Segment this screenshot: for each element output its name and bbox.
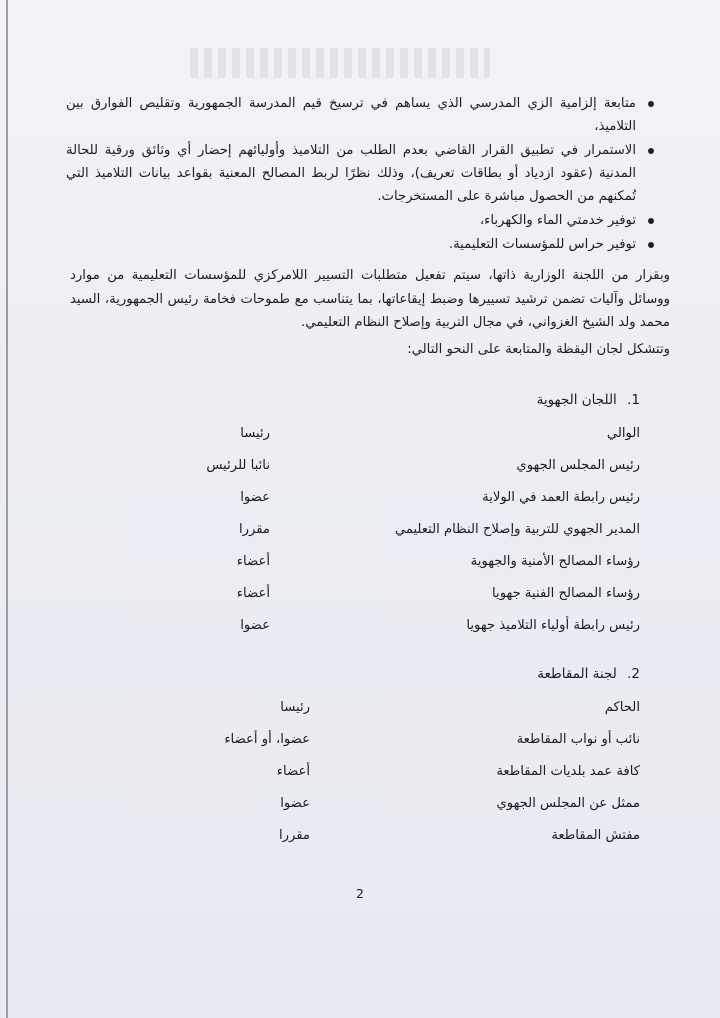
- member-title: ممثل عن المجلس الجهوي: [496, 796, 640, 811]
- scan-edge: [6, 0, 8, 1018]
- member-title: رئيس رابطة العمد في الولاية: [482, 490, 640, 505]
- member-row: [80, 828, 640, 850]
- member-title: مفتش المقاطعة: [551, 828, 640, 843]
- member-title: رئيس المجلس الجهوي: [516, 458, 640, 473]
- committee-number: 2.: [627, 666, 640, 682]
- member-title: رئيس رابطة أولياء التلاميذ جهويا: [466, 618, 640, 633]
- member-role: عضوا، أو أعضاء: [224, 732, 310, 747]
- page-number: 2: [356, 886, 364, 901]
- member-title: نائب أو نواب المقاطعة: [516, 732, 640, 747]
- member-role: عضوا: [240, 490, 270, 505]
- member-role: مقررا: [238, 522, 270, 537]
- member-row: [80, 732, 640, 754]
- member-row: [80, 764, 640, 786]
- member-role: أعضاء: [236, 554, 270, 569]
- member-role: رئيسا: [280, 700, 310, 715]
- member-row: [80, 586, 640, 608]
- member-role: نائبا للرئيس: [206, 458, 270, 473]
- bullet-item: توفير حراس للمؤسسات التعليمية.: [66, 233, 656, 256]
- intro-line: وتتشكل لجان اليقظة والمتابعة على النحو التالي:: [407, 342, 670, 357]
- member-role: أعضاء: [276, 764, 310, 779]
- bleed-through-text: [190, 48, 490, 78]
- member-role: عضوا: [280, 796, 310, 811]
- bullet-item: الاستمرار في تطبيق القرار القاضي بعدم الطلب من التلاميذ وأوليائهم إحضار أي وثائق ورقية للحالة المدنية (عقود ازدياد أو بطاقات تعريف)، وذلك نظرًا لربط المصالح المعنية بقواعد بيانات التلاميذ التي تُمكنهم من الحصول مباشرة على المستخرجات.: [66, 139, 656, 208]
- bullet-list: [66, 92, 656, 257]
- committee-title: اللجان الجهوية: [536, 392, 617, 408]
- member-row: [80, 426, 640, 448]
- member-title: الوالي: [606, 426, 640, 441]
- member-role: رئيسا: [240, 426, 270, 441]
- member-title: المدير الجهوي للتربية وإصلاح النظام التعليمي: [394, 522, 640, 537]
- member-role: أعضاء: [236, 586, 270, 601]
- member-row: [80, 618, 640, 640]
- committee-heading: [537, 666, 640, 682]
- member-title: الحاكم: [604, 700, 640, 715]
- member-role: مقررا: [278, 828, 310, 843]
- member-title: رؤساء المصالح الفنية جهويا: [492, 586, 640, 601]
- member-row: [80, 490, 640, 512]
- committee-title: لجنة المقاطعة: [537, 666, 617, 682]
- member-row: [80, 458, 640, 480]
- member-row: [80, 700, 640, 722]
- member-title: كافة عمد بلديات المقاطعة: [496, 764, 640, 779]
- committee-heading: [537, 392, 640, 408]
- committee-number: 1.: [627, 392, 640, 408]
- member-role: عضوا: [240, 618, 270, 633]
- member-row: [80, 554, 640, 576]
- bullet-item: متابعة إلزامية الزي المدرسي الذي يساهم في ترسيخ قيم المدرسة الجمهورية وتقليص الفوارق بين التلاميذ،: [66, 92, 656, 138]
- body-paragraph: وبقرار من اللجنة الوزارية ذاتها، سيتم تفعيل متطلبات التسيير اللامركزي للمؤسسات التعليمية من موارد ووسائل وآليات تضمن ترشيد تسييرها وضبط إيقاعاتها، بما يتناسب مع طموحات فخامة رئيس الجمهورية، السيد محمد ولد الشيخ الغزواني، في مجال التربية وإصلاح النظام التعليمي.: [70, 268, 670, 330]
- member-row: [80, 522, 640, 544]
- bullet-item: توفير خدمتي الماء والكهرباء،: [66, 209, 656, 232]
- member-row: [80, 796, 640, 818]
- member-title: رؤساء المصالح الأمنية والجهوية: [470, 554, 640, 569]
